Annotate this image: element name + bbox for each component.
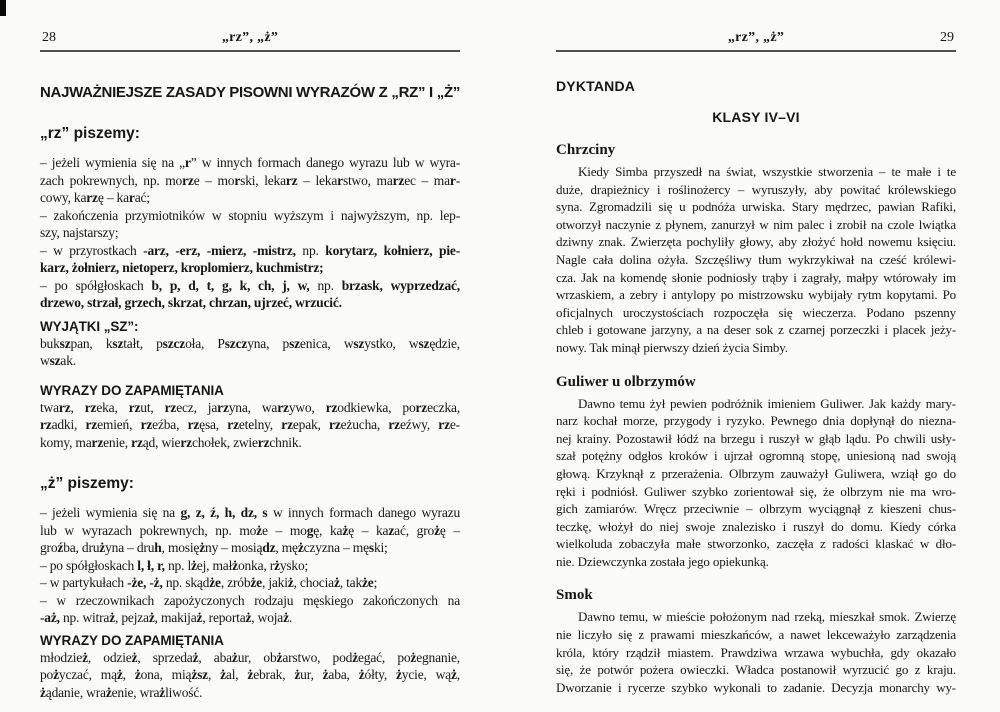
dictation-text [556, 395, 956, 571]
text-line: zach pokrewnych, np. morze – morski, lekarz – lekarstwo, marzec – mar- [40, 172, 460, 188]
dictation-smok [556, 587, 956, 696]
dictation-chrzciny [556, 142, 956, 357]
text-line: żądanie, wrażenie, wrażliwość. [40, 684, 203, 700]
text-line: głową. Krzyknął z przerażenia. Olbrzym zauważył Guliwera, wziął go do [556, 465, 956, 481]
text-line: pożyczać, mąż, żona, miąższ, żal, żebrak, żur, żaba, żółty, życie, wąż, [40, 667, 460, 682]
page-left [40, 30, 460, 701]
rz-memorize-list [40, 399, 460, 452]
text-line: nie. Dziewczynka została jego opiekunką. [556, 553, 769, 569]
text-line: się, że potwór pożera owieczki. Władca postanowił wyrzucić go z kraju. [556, 662, 956, 678]
rz-rule-3 [40, 242, 460, 277]
text-line: młodzież, odzież, sprzedaż, abażur, obżarstwo, podżegać, pożegnanie, [40, 649, 460, 665]
text-line: – jeżeli wymienia się na „r” w innych formach danego wyrazu lub w wyra- [40, 155, 461, 170]
text-line: narz kochał morze, przygody i ryzyko. Pewnego dnia dopłynął do niezna- [556, 413, 956, 429]
dictation-title: Chrzciny [556, 142, 616, 158]
z-section-heading: „ż” piszemy: [40, 475, 134, 492]
text-line: cza. Jak na komendę słonie podniosły trąby i zagrały, małpy wtórowały im [556, 269, 956, 285]
text-line: teczkę, włożył do niej swoje znalezisko i ruszył do domu. Kiedy córka [556, 518, 956, 534]
text-line: bukszpan, kształt, pszczoła, Pszczyna, pszenica, wszystko, wszędzie, [40, 335, 460, 351]
text-line: groźba, drużyna – druh, mosiężny – mosiądz, mężczyzna – męski; [40, 540, 388, 555]
z-rule-4 [40, 592, 460, 627]
text-line: – po spółgłoskach b, p, d, t, g, k, ch, j, w, np. brzask, wyprzedzać, [40, 277, 460, 293]
text-line: szy, najstarszy; [40, 225, 119, 240]
text-line: twarz, rzeka, rzut, rzecz, jarzyna, warzywo, rzodkiewka, porzeczka, [40, 399, 460, 415]
z-rule-3 [40, 574, 460, 592]
text-line: duże, drapieżnicy i roślinożercy – wyruszyły, aby powitać królewskiego [556, 181, 956, 197]
dictation-text [556, 608, 956, 696]
text-line: otworzył naczynie z płynem, zanurzył w nim palec i zrobił na czole lwiątka [556, 216, 956, 232]
rz-rule-1 [40, 154, 460, 207]
text-line: Dworzanie i rycerze szybko wykonali to zadanie. Decyzja monarchy wy- [556, 679, 956, 695]
text-line: szał potężny odgłos kroków i ujrzał ogromną stopę, uniesioną nad swoją [556, 448, 956, 464]
dyktanda-label: DYKTANDA [556, 78, 636, 94]
text-line: nie liczyło się z prawami mieszkańców, a nawet lekceważyło zarządzenia [556, 627, 956, 643]
dictation-text [556, 163, 956, 357]
z-rule-2 [40, 557, 460, 575]
page-number: 29 [940, 30, 954, 45]
text-line: – jeżeli wymienia się na g, z, ź, h, dz, s w innych formach danego wyrazu [40, 505, 460, 520]
text-line: syna. Zgromadzili się u podnóża urwiska. Stary mędrzec, pawian Rafiki, [556, 199, 956, 215]
text-line: lub w wyrazach pokrewnych, np. może – mogę, każę – kazać, grożę – [40, 522, 460, 538]
exceptions-heading: WYJĄTKI „SZ”: [40, 318, 139, 334]
page-header [40, 30, 460, 52]
text-line: Dawno temu, w mieście położonym nad rzeką, mieszkał smok. Zwierzę [578, 609, 956, 625]
dictation-title: Smok [556, 587, 593, 604]
text-line: Dawno temu żył pewien podróżnik imieniem Guliwer. Jak każdy mary- [578, 395, 956, 411]
text-line: wrzaskiem, a zebry i antylopy po mistrzowsku wybijały rytm kopytami. Po [556, 287, 956, 303]
text-line: cowy, karzę – karać; [40, 190, 150, 205]
text-line: nowy. Tak minął pierwszy dzień życia Simby. [556, 339, 788, 355]
text-line: chleb i gotowane jarzyny, a na deser sok z czarnej porzeczki i placek jeży- [556, 322, 956, 338]
running-head: „rz”, „ż” [727, 30, 785, 45]
text-line: – w rzeczownikach zapożyczonych rodzaju męskiego zakończonych na [40, 592, 460, 608]
page-title: NAJWAŻNIEJSZE ZASADY PISOWNI WYRAZÓW Z „RZ” I „Ż” [40, 84, 461, 101]
page-header [556, 30, 956, 52]
text-line: dziwny znak. Zwierzęta pochyliły głowy, aby złożyć hołd nowemu księciu. [556, 234, 956, 250]
page-number: 28 [42, 30, 56, 45]
text-line: karz, żołnierz, nietoperz, kroplomierz, kuchmistrz; [40, 260, 324, 275]
scan-corner-mark [0, 0, 6, 16]
text-line: gich zamiarów. Wręcz przeciwnie – olbrzym wyciągnął z kieszeni chus- [556, 501, 956, 517]
text-line: – w partykułach -że, -ż, np. skądże, zróbże, jakiż, chociaż, także; [40, 575, 378, 590]
z-memorize-heading: WYRAZY DO ZAPAMIĘTANIA [40, 632, 224, 648]
text-line: Kiedy Simba przyszedł na świat, wszystkie stworzenia – te małe i te [578, 164, 956, 179]
text-line: oficjalnych uroczystościach rozpoczęła się wieczerza. Podano pszenny [556, 304, 956, 320]
text-line: wielkoluda zobaczyła małe stworzonko, zaczęła z radości klaskać w dło- [556, 536, 956, 552]
text-line: komy, marzenie, rząd, wierzchołek, zwierzchnik. [40, 434, 302, 450]
dictation-title: Guliwer u olbrzymów [556, 373, 696, 390]
text-line: króla, który rządził miastem. Prawdziwa wrzawa wybuchła, gdy okazało [556, 644, 956, 660]
text-line: – w przyrostkach -arz, -erz, -mierz, -mistrz, np. korytarz, kołnierz, pie- [40, 242, 460, 258]
text-line: wszak. [40, 353, 76, 368]
rz-section-heading: „rz” piszemy: [40, 125, 140, 142]
text-line: rzadki, rzemień, rzeźba, rzęsa, rzetelny, rzepak, rzeżucha, rzeźwy, rze- [40, 417, 460, 432]
rz-rule-4 [40, 277, 460, 312]
text-line: – zakończenia przymiotników w stopniu wyższym i najwyższym, np. lep- [40, 207, 460, 223]
running-head: „rz”, „ż” [221, 30, 279, 45]
exceptions-list [40, 335, 460, 370]
z-rules [40, 504, 460, 627]
text-line: nej krainy. Pozostawił łódź na brzegu i ruszył w głąb lądu. Po chwili usły- [556, 430, 956, 446]
text-line: drzewo, strzał, grzech, skrzat, chrzan, ujrzeć, wrzucić. [40, 295, 342, 310]
dictation-guliwer [556, 374, 956, 571]
text-line: ręki i podniósł. Guliwer szybko zorientował się, że olbrzym nie ma wro- [556, 483, 956, 499]
text-line: – po spółgłoskach l, ł, r, np. lżej, małżonka, rżysko; [40, 557, 309, 573]
z-rule-1 [40, 504, 460, 557]
rz-memorize-heading: WYRAZY DO ZAPAMIĘTANIA [40, 382, 224, 398]
text-line: -aż, np. witraż, pejzaż, makijaż, reportaż, wojaż. [40, 610, 293, 625]
text-line: Nagle cała dolina ożyła. Szczęśliwy tłum wykrzykiwał na cześć królewi- [556, 251, 956, 267]
page-right [556, 30, 956, 696]
z-memorize-list [40, 649, 460, 702]
rz-rules [40, 154, 460, 312]
rz-rule-2 [40, 207, 460, 242]
klasy-label: KLASY IV–VI [712, 109, 800, 125]
